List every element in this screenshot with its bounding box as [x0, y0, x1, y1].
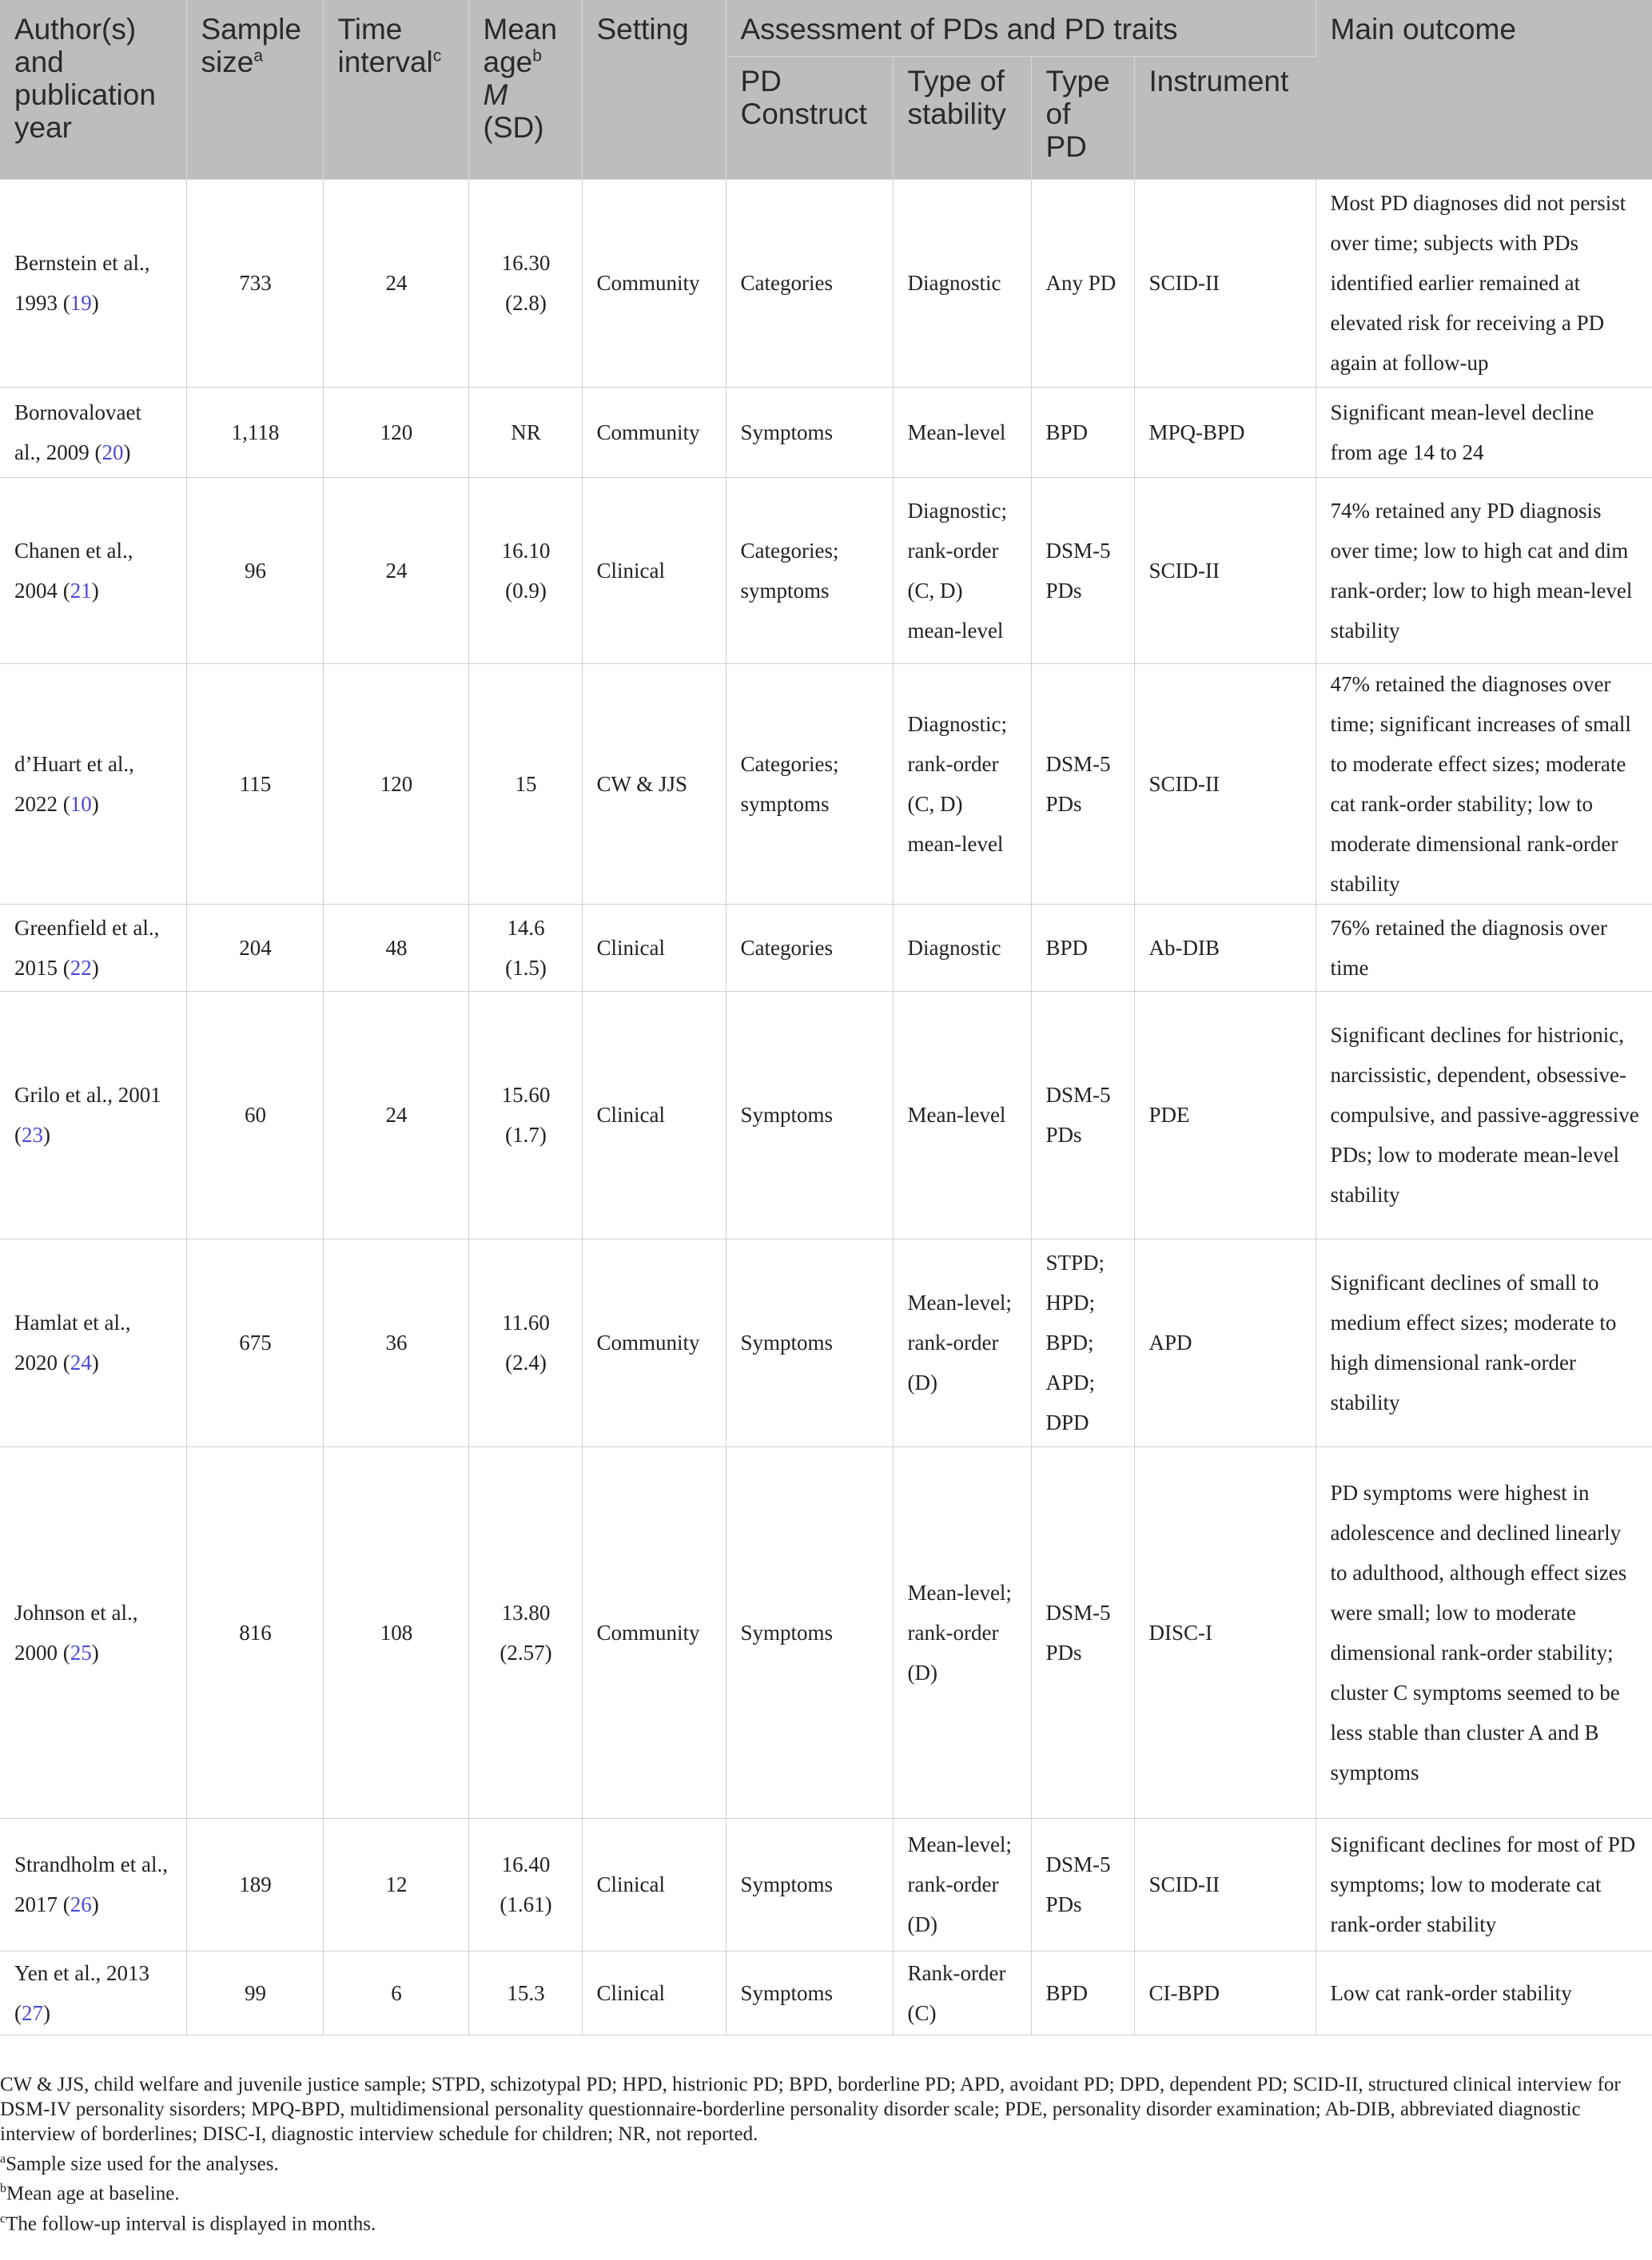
cell-author: d’Huart et al., 2022 (10): [0, 663, 186, 904]
cell-pd-construct: Symptoms: [726, 1446, 893, 1818]
cell-main-outcome: 76% retained the diagnosis over time: [1316, 904, 1652, 991]
reference-link[interactable]: 10: [70, 791, 92, 816]
reference-link[interactable]: 27: [22, 2000, 43, 2025]
cell-main-outcome: PD symptoms were highest in adolescence and declined linearly to adulthood, although effect sizes were small; low to moderate dimensional rank-order stability; cluster C symptoms seemed to be less stable than cluster A and B symptoms: [1316, 1446, 1652, 1818]
header-time-interval: Time interval$^c$: [323, 0, 468, 179]
table-row: [0, 179, 1652, 387]
cell-author: Yen et al., 2013 (27): [0, 1951, 186, 2035]
reference-link[interactable]: 25: [70, 1640, 92, 1665]
cell-author: Grilo et al., 2001 (23): [0, 991, 186, 1239]
cell-mean-age: 15.3: [468, 1951, 582, 2035]
header-assessment: Assessment of PDs and PD traits: [726, 0, 1316, 56]
cell-instrument: APD: [1134, 1239, 1316, 1446]
cell-type-of-pd: DSM-5 PDs: [1031, 991, 1134, 1239]
cell-instrument: SCID-II: [1134, 477, 1316, 663]
header-row-top: [0, 0, 1652, 56]
cell-main-outcome: Significant declines for most of PD symptoms; low to moderate cat rank-order stability: [1316, 1818, 1652, 1951]
table-row: [0, 904, 1652, 991]
reference-link[interactable]: 23: [22, 1123, 43, 1147]
cell-type-of-stability: Diagnostic; rank-order (C, D) mean-level: [893, 663, 1031, 904]
cell-type-of-pd: DSM-5 PDs: [1031, 477, 1134, 663]
header-main-outcome: Main outcome: [1316, 0, 1652, 179]
reference-link[interactable]: 24: [70, 1351, 92, 1375]
cell-time-interval: 6: [323, 1951, 468, 2035]
cell-instrument: SCID-II: [1134, 663, 1316, 904]
header-pd-construct: PD Construct: [726, 56, 893, 179]
cell-setting: Clinical: [582, 904, 726, 991]
cell-mean-age: 16.30 (2.8): [468, 179, 582, 387]
cell-setting: Community: [582, 1446, 726, 1818]
table-row: [0, 663, 1652, 904]
cell-mean-age: 15: [468, 663, 582, 904]
header-instrument: Instrument: [1134, 56, 1316, 179]
cell-pd-construct: Symptoms: [726, 1818, 893, 1951]
cell-type-of-stability: Diagnostic: [893, 904, 1031, 991]
cell-time-interval: 12: [323, 1818, 468, 1951]
footnote-a: $^a$Sample size used for the analyses.: [0, 2152, 279, 2175]
reference-link[interactable]: 20: [102, 440, 124, 464]
cell-sample-size: 1,118: [186, 387, 323, 477]
cell-type-of-pd: BPD: [1031, 904, 1134, 991]
cell-type-of-stability: Rank-order (C): [893, 1951, 1031, 2035]
header-type-of-pd: Type of PD: [1031, 56, 1134, 179]
cell-main-outcome: Low cat rank-order stability: [1316, 1951, 1652, 2035]
cell-setting: Community: [582, 387, 726, 477]
cell-time-interval: 120: [323, 387, 468, 477]
cell-setting: Clinical: [582, 1951, 726, 2035]
cell-main-outcome: Significant declines of small to medium effect sizes; moderate to high dimensional rank-order stability: [1316, 1239, 1652, 1446]
cell-time-interval: 120: [323, 663, 468, 904]
cell-time-interval: 24: [323, 179, 468, 387]
header-author: Author(s) and publication year: [0, 0, 186, 179]
table-row: [0, 477, 1652, 663]
cell-type-of-stability: Mean-level; rank-order (D): [893, 1239, 1031, 1446]
cell-setting: Community: [582, 1239, 726, 1446]
cell-type-of-pd: DSM-5 PDs: [1031, 1446, 1134, 1818]
cell-setting: Community: [582, 179, 726, 387]
cell-mean-age: NR: [468, 387, 582, 477]
cell-type-of-stability: Mean-level; rank-order (D): [893, 1818, 1031, 1951]
cell-pd-construct: Categories; symptoms: [726, 477, 893, 663]
cell-sample-size: 675: [186, 1239, 323, 1446]
cell-type-of-stability: Mean-level: [893, 991, 1031, 1239]
cell-type-of-stability: Mean-level; rank-order (D): [893, 1446, 1031, 1818]
cell-time-interval: 108: [323, 1446, 468, 1818]
cell-main-outcome: Most PD diagnoses did not persist over time; subjects with PDs identified earlier remained at elevated risk for receiving a PD again at follow-up: [1316, 179, 1652, 387]
cell-time-interval: 48: [323, 904, 468, 991]
table-row: [0, 1446, 1652, 1818]
reference-link[interactable]: 26: [70, 1892, 92, 1916]
cell-type-of-stability: Diagnostic; rank-order (C, D) mean-level: [893, 477, 1031, 663]
cell-setting: CW & JJS: [582, 663, 726, 904]
cell-instrument: DISC-I: [1134, 1446, 1316, 1818]
cell-sample-size: 204: [186, 904, 323, 991]
cell-setting: Clinical: [582, 1818, 726, 1951]
cell-pd-construct: Categories: [726, 179, 893, 387]
cell-instrument: CI-BPD: [1134, 1951, 1316, 2035]
footnote-c: $^c$The follow-up interval is displayed in months.: [0, 2211, 376, 2234]
cell-type-of-pd: BPD: [1031, 1951, 1134, 2035]
cell-type-of-pd: DSM-5 PDs: [1031, 663, 1134, 904]
cell-sample-size: 816: [186, 1446, 323, 1818]
cell-pd-construct: Symptoms: [726, 991, 893, 1239]
cell-time-interval: 24: [323, 477, 468, 663]
table-row: [0, 1951, 1652, 2035]
cell-type-of-pd: DSM-5 PDs: [1031, 1818, 1134, 1951]
cell-type-of-stability: Mean-level: [893, 387, 1031, 477]
cell-pd-construct: Categories: [726, 904, 893, 991]
cell-instrument: SCID-II: [1134, 1818, 1316, 1951]
cell-author: Strandholm et al., 2017 (26): [0, 1818, 186, 1951]
cell-author: Chanen et al., 2004 (21): [0, 477, 186, 663]
reference-link[interactable]: 21: [70, 578, 92, 603]
cell-pd-construct: Symptoms: [726, 1239, 893, 1446]
header-setting: Setting: [582, 0, 726, 179]
cell-time-interval: 24: [323, 991, 468, 1239]
table-row: [0, 1239, 1652, 1446]
cell-mean-age: 13.80 (2.57): [468, 1446, 582, 1818]
cell-main-outcome: Significant mean-level decline from age 14 to 24: [1316, 387, 1652, 477]
cell-author: Bernstein et al., 1993 (19): [0, 179, 186, 387]
cell-main-outcome: 74% retained any PD diagnosis over time; low to high cat and dim rank-order; low to high mean-level stability: [1316, 477, 1652, 663]
cell-sample-size: 733: [186, 179, 323, 387]
table-row: [0, 387, 1652, 477]
cell-instrument: Ab-DIB: [1134, 904, 1316, 991]
cell-setting: Clinical: [582, 477, 726, 663]
cell-sample-size: 96: [186, 477, 323, 663]
cell-mean-age: 14.6 (1.5): [468, 904, 582, 991]
cell-pd-construct: Symptoms: [726, 387, 893, 477]
cell-type-of-stability: Diagnostic: [893, 179, 1031, 387]
footnote-abbreviations: CW & JJS, child welfare and juvenile justice sample; STPD, schizotypal PD; HPD, histrionic PD; BPD, borderline PD; APD, avoidant PD; DPD, dependent PD; SCID-II, structured clinical interview for DSM-IV personality sisorders; MPQ-BPD, multidimensional personality questionnaire-borderline personality disorder scale; PDE, personality disorder examination; Ab-DIB, abbreviated diagnostic interview of borderlines; DISC-I, diagnostic interview schedule for children; NR, not reported.: [0, 2074, 1621, 2145]
cell-mean-age: 16.40 (1.61): [468, 1818, 582, 1951]
cell-setting: Clinical: [582, 991, 726, 1239]
cell-sample-size: 60: [186, 991, 323, 1239]
header-sample-size: Sample size$^a$: [186, 0, 323, 179]
cell-sample-size: 115: [186, 663, 323, 904]
table-footnotes: [0, 2072, 1652, 2236]
cell-mean-age: 15.60 (1.7): [468, 991, 582, 1239]
cell-sample-size: 99: [186, 1951, 323, 2035]
cell-time-interval: 36: [323, 1239, 468, 1446]
cell-author: Greenfield et al., 2015 (22): [0, 904, 186, 991]
cell-author: Johnson et al., 2000 (25): [0, 1446, 186, 1818]
header-mean-age: Mean age$^b$ M (SD): [468, 0, 582, 179]
table-row: [0, 1818, 1652, 1951]
cell-instrument: MPQ-BPD: [1134, 387, 1316, 477]
cell-instrument: SCID-II: [1134, 179, 1316, 387]
cell-pd-construct: Categories; symptoms: [726, 663, 893, 904]
cell-pd-construct: Symptoms: [726, 1951, 893, 2035]
cell-author: Bornovalovaet al., 2009 (20): [0, 387, 186, 477]
cell-instrument: PDE: [1134, 991, 1316, 1239]
cell-type-of-pd: Any PD: [1031, 179, 1134, 387]
reference-link[interactable]: 19: [70, 291, 92, 315]
header-type-of-stability: Type of stability: [893, 56, 1031, 179]
cell-main-outcome: 47% retained the diagnoses over time; significant increases of small to moderate effect sizes; moderate cat rank-order stability; low to moderate dimensional rank-order stability: [1316, 663, 1652, 904]
cell-main-outcome: Significant declines for histrionic, narcissistic, dependent, obsessive-compulsive, and passive-aggressive PDs; low to moderate mean-level stability: [1316, 991, 1652, 1239]
footnote-b: $^b$Mean age at baseline.: [0, 2182, 180, 2205]
cell-sample-size: 189: [186, 1818, 323, 1951]
cell-type-of-pd: BPD: [1031, 387, 1134, 477]
cell-author: Hamlat et al., 2020 (24): [0, 1239, 186, 1446]
cell-type-of-pd: STPD; HPD; BPD; APD; DPD: [1031, 1239, 1134, 1446]
reference-link[interactable]: 22: [70, 955, 92, 980]
cell-mean-age: 11.60 (2.4): [468, 1239, 582, 1446]
cell-mean-age: 16.10 (0.9): [468, 477, 582, 663]
table-row: [0, 991, 1652, 1239]
